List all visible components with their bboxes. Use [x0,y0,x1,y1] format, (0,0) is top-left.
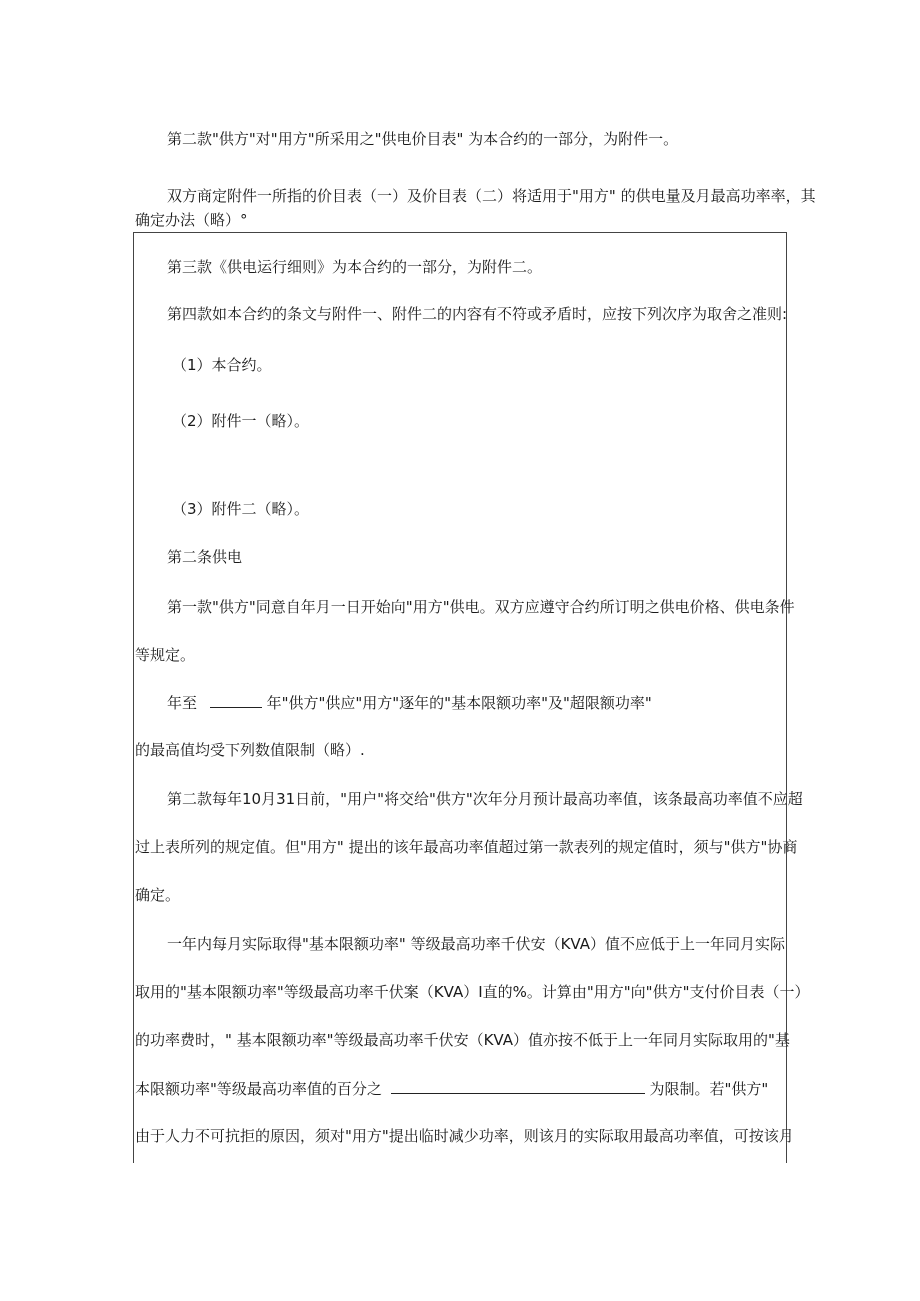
paragraph-monthly-power-line-5: 由于人力不可抗拒的原因，须对"用方"提出临时减少功率，则该月的实际取用最高功率值，可按该月 [135,1127,794,1145]
list-item-2: （2）附件一（略）。 [172,412,310,430]
paragraph-forecast-line-1: 第二款每年10月31日前，"用户"将交给"供方"次年分月预计最高功率值，该条最高功率值不应超 [167,790,803,808]
paragraph-monthly-power-line-1: 一年内每月实际取得"基本限额功率" 等级最高功率千伏安（KVA）值不应低于上一年同月实际 [167,935,785,953]
paragraph-monthly-power-line-2: 取用的"基本限额功率"等级最高功率千伏案（KVA）I直的%。计算由"用方"向"供方"支付价目表（一） [135,983,810,1001]
list-item-3: （3）附件二（略）。 [172,500,310,518]
paragraph-monthly-power-line-3: 的功率费时，" 基本限额功率"等级最高功率千伏安（KVA）值亦按不低于上一年同月实际取用的"基 [135,1031,790,1049]
paragraph-monthly-power-line-4 [135,1079,768,1098]
paragraph-supply-start-line-1: 第一款"供方"同意自年月一日开始向"用方"供电。双方应遵守合约所订明之供电价格、供电条件 [167,598,795,616]
section-heading-power-supply: 第二条供电 [167,548,243,566]
list-item-1: （1）本合约。 [172,356,272,374]
year-blank-field [210,693,262,708]
paragraph-forecast-line-2: 过上表所列的规定值。但"用方" 提出的该年最高功率值超过第一款表列的规定值时，须与"供方"协商 [135,838,798,856]
percent-clause-prefix: 本限额功率"等级最高功率值的百分之 [135,1080,382,1098]
paragraph-attachment-1: 第二款"供方"对"用方"所采用之"供电价目表" 为本合约的一部分，为附件一。 [167,130,679,148]
paragraph-price-table-line-2: 确定办法（略）° [135,211,248,229]
year-range-suffix: 年"供方"供应"用方"逐年的"基本限额功率"及"超限额功率" [266,694,652,712]
percent-blank-field [391,1079,645,1094]
paragraph-price-table-line-1: 双方商定附件一所指的价目表（一）及价目表（二）将适用于"用方" 的供电量及月最高功率率，其 [167,187,816,205]
year-range-prefix: 年至 [167,694,198,712]
paragraph-yearly-limit-line-1 [167,693,652,712]
paragraph-supply-start-line-2: 等规定。 [135,646,196,664]
paragraph-forecast-line-3: 确定。 [135,886,181,904]
paragraph-yearly-limit-line-2: 的最高值均受下列数值限制（略）. [135,741,365,759]
paragraph-attachment-2: 第三款《供电运行细则》为本合约的一部分，为附件二。 [167,258,543,276]
paragraph-precedence-rule: 第四款如本合约的条文与附件一、附件二的内容有不符或矛盾时，应按下列次序为取舍之准则: [167,305,788,323]
percent-clause-suffix: 为限制。若"供方" [649,1080,769,1098]
